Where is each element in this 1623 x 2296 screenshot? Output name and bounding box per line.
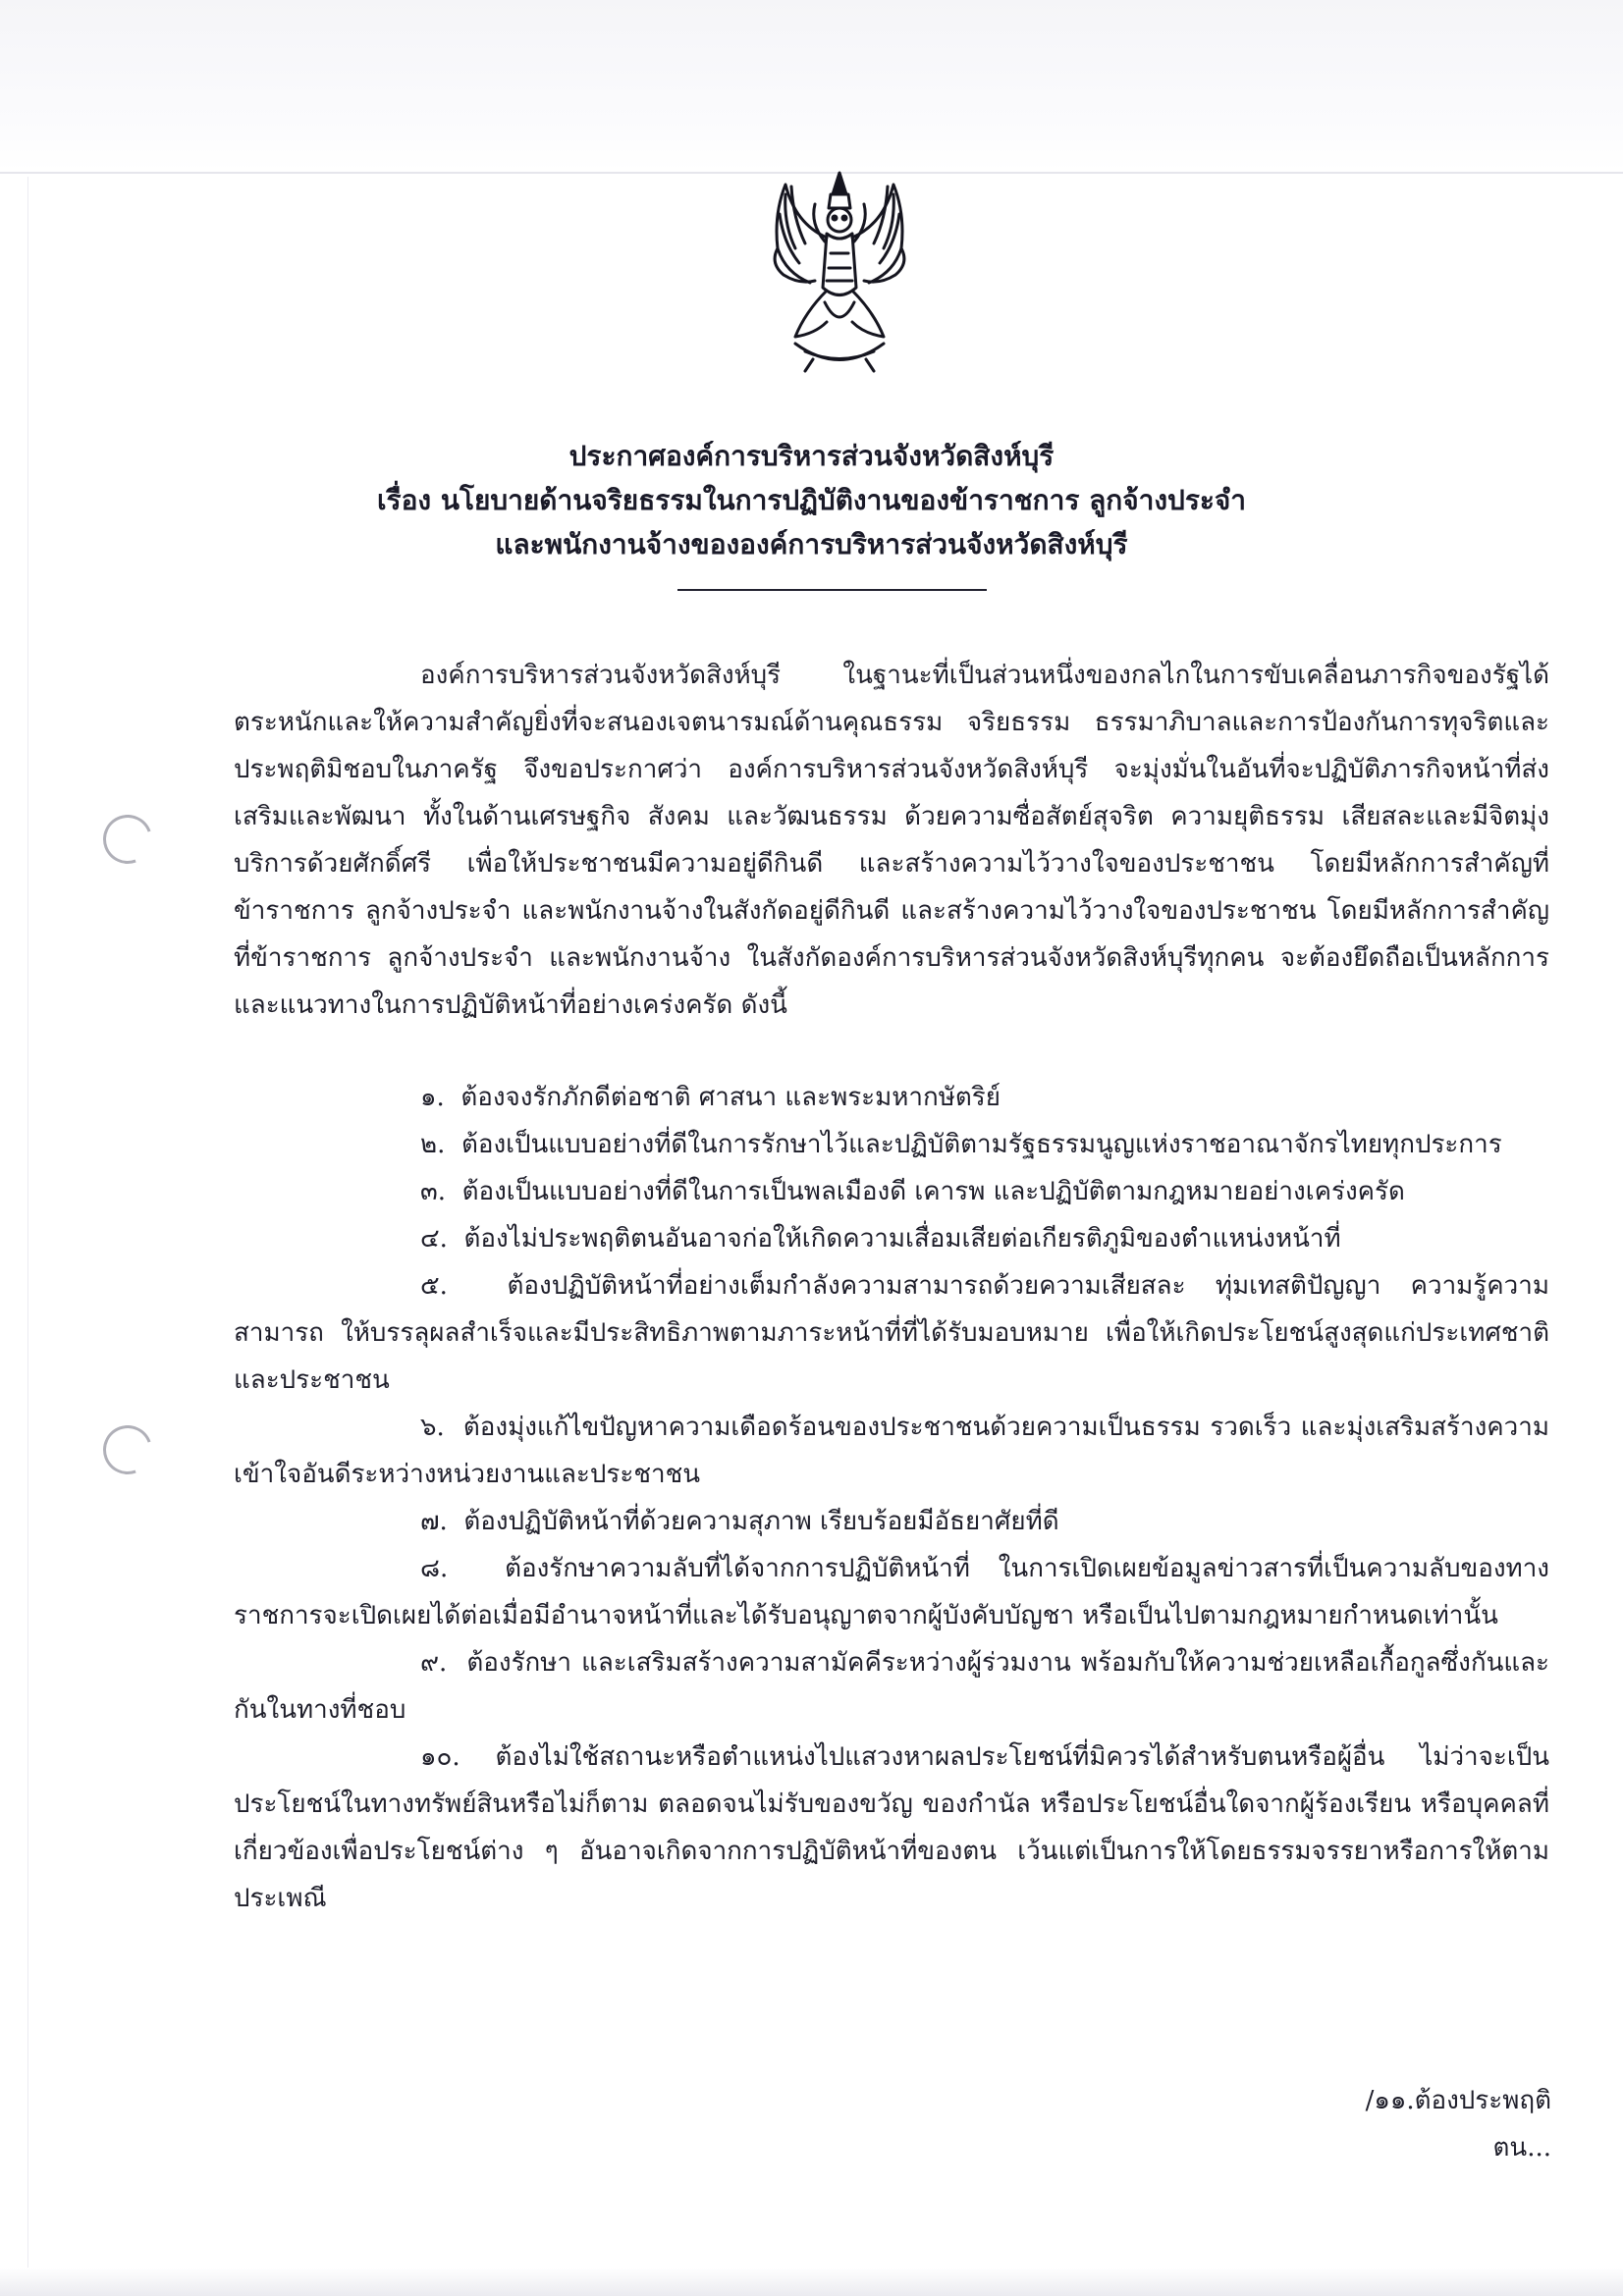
item-text: ต้องปฏิบัติหน้าที่อย่างเต็มกำลังความสามารถด้วยความเสียสละ ทุ่มเทสติปัญญา ความรู้ความสามารถ ให้บรรลุผลสำเร็จและมีประสิทธิภาพตามภาระหน้าที่ที่ได้รับมอบหมาย เพื่อให้เกิดประโยชน์สูงสุดแก่ประเทศชาติและประชาชน (234, 1271, 1549, 1395)
intro-paragraph: องค์การบริหารส่วนจังหวัดสิงห์บุรี ในฐานะที่เป็นส่วนหนึ่งของกลไกในการขับเคลื่อนภารกิจของรัฐได้ตระหนักและให้ความสำคัญยิ่งที่จะสนองเจตนารมณ์ด้านคุณธรรม จริยธรรม ธรรมาภิบาลและการป้องกันการทุจริตและประพฤติมิชอบในภาครัฐ จึงขอประกาศว่า องค์การบริหารส่วนจังหวัดสิงห์บุรี จะมุ่งมั่นในอันที่จะปฏิบัติภารกิจหน้าที่ส่งเสริมและพัฒนา ทั้งในด้านเศรษฐกิจ สังคม และวัฒนธรรม ด้วยความซื่อสัตย์สุจริต ความยุติธรรม เสียสละและมีจิตมุ่งบริการด้วยศักดิ์ศรี เพื่อให้ประชาชนมีความอยู่ดีกินดี และสร้างความไว้วางใจของประชาชน โดยมีหลักการสำคัญที่ข้าราชการ ลูกจ้างประจำ และพนักงานจ้างในสังกัดอยู่ดีกินดี และสร้างความไว้วางใจของประชาชน โดยมีหลักการสำคัญที่ข้าราชการ ลูกจ้างประจำ และพนักงานจ้าง ในสังกัดองค์การบริหารส่วนจังหวัดสิงห์บุรีทุกคน จะต้องยึดถือเป็นหลักการ และแนวทางในการปฏิบัติหน้าที่อย่างเคร่งครัด ดังนี้ (234, 661, 1549, 1020)
item-text: ต้องมุ่งแก้ไขปัญหาความเดือดร้อนของประชาชนด้วยความเป็นธรรม รวดเร็ว และมุ่งเสริมสร้างความเข้าใจอันดีระหว่างหน่วยงานและประชาชน (234, 1413, 1549, 1489)
scan-top-shadow (0, 0, 1623, 172)
list-item (234, 1074, 1549, 1121)
item-number: ๕. (420, 1271, 448, 1301)
punch-hole-icon (95, 1417, 160, 1482)
item-text: ต้องเป็นแบบอย่างที่ดีในการเป็นพลเมืองดี เคารพ และปฏิบัติตามกฎหมายอย่างเคร่งครัด (461, 1177, 1405, 1206)
list-item (234, 1168, 1549, 1215)
list-item (234, 1498, 1549, 1545)
item-text: ต้องไม่ใช้สถานะหรือตำแหน่งไปแสวงหาผลประโยชน์ที่มิควรได้สำหรับตนหรือผู้อื่น ไม่ว่าจะเป็นประโยชน์ในทางทรัพย์สินหรือไม่ก็ตาม ตลอดจนไม่รับของขวัญ ของกำนัล หรือประโยชน์อื่นใดจากผู้ร้องเรียน หรือบุคคลที่เกี่ยวข้องเพื่อประโยชน์ต่าง ๆ อันอาจเกิดจากการปฏิบัติหน้าที่ของตน เว้นแต่เป็นการให้โดยธรรมจรรยาหรือการให้ตามประเพณี (234, 1742, 1550, 1913)
title-line-3: และพนักงานจ้างขององค์การบริหารส่วนจังหวัดสิงห์บุรี (495, 528, 1128, 561)
list-item (234, 1734, 1549, 1922)
garuda-emblem-icon (766, 165, 913, 376)
item-number: ๙. (420, 1648, 448, 1678)
item-text: ต้องเป็นแบบอย่างที่ดีในการรักษาไว้และปฏิบัติตามรัฐธรรมนูญแห่งราชอาณาจักรไทยทุกประการ (460, 1130, 1502, 1159)
item-number: ๖. (420, 1413, 445, 1442)
policy-list (234, 1074, 1549, 1922)
item-text: ต้องจงรักภักดีต่อชาติ ศาสนา และพระมหากษัตริย์ (460, 1083, 1001, 1112)
title-line-2: เรื่อง นโยบายด้านจริยธรรมในการปฏิบัติงานของข้าราชการ ลูกจ้างประจำ (376, 484, 1247, 516)
document-title (0, 434, 1623, 566)
list-item (234, 1639, 1549, 1734)
punch-hole-icon (95, 807, 160, 872)
item-number: ๑๐. (420, 1742, 460, 1772)
document-body (234, 652, 1549, 1922)
item-text: ต้องปฏิบัติหน้าที่ด้วยความสุภาพ เรียบร้อยมีอัธยาศัยที่ดี (463, 1507, 1059, 1536)
item-number: ๗. (420, 1507, 448, 1536)
title-underline (677, 589, 987, 591)
list-item (234, 1545, 1549, 1639)
list-item (234, 1404, 1549, 1498)
title-line-1: ประกาศองค์การบริหารส่วนจังหวัดสิงห์บุรี (568, 440, 1055, 472)
list-item (234, 1262, 1549, 1404)
paper-bottom-edge (0, 2268, 1623, 2296)
page-continuation: /๑๑.ต้องประพฤติตน... (1365, 2086, 1551, 2163)
list-item (234, 1215, 1549, 1262)
item-number: ๘. (420, 1554, 449, 1583)
item-text: ต้องรักษาความลับที่ได้จากการปฏิบัติหน้าที่ ในการเปิดเผยข้อมูลข่าวสารที่เป็นความลับของทางราชการจะเปิดเผยได้ต่อเมื่อมีอำนาจหน้าที่และได้รับอนุญาตจากผู้บังคับบัญชา หรือเป็นไปตามกฎหมายกำหนดเท่านั้น (234, 1554, 1549, 1630)
item-number: ๑. (420, 1083, 445, 1112)
list-item (234, 1121, 1549, 1168)
item-number: ๓. (420, 1177, 447, 1206)
item-text: ต้องรักษา และเสริมสร้างความสามัคคีระหว่างผู้ร่วมงาน พร้อมกับให้ความช่วยเหลือเกื้อกูลซึ่งกันและกันในทางที่ชอบ (234, 1648, 1549, 1725)
item-number: ๔. (420, 1224, 448, 1254)
item-number: ๒. (420, 1130, 446, 1159)
item-text: ต้องไม่ประพฤติตนอันอาจก่อให้เกิดความเสื่อมเสียต่อเกียรติภูมิของตำแหน่งหน้าที่ (463, 1224, 1341, 1254)
